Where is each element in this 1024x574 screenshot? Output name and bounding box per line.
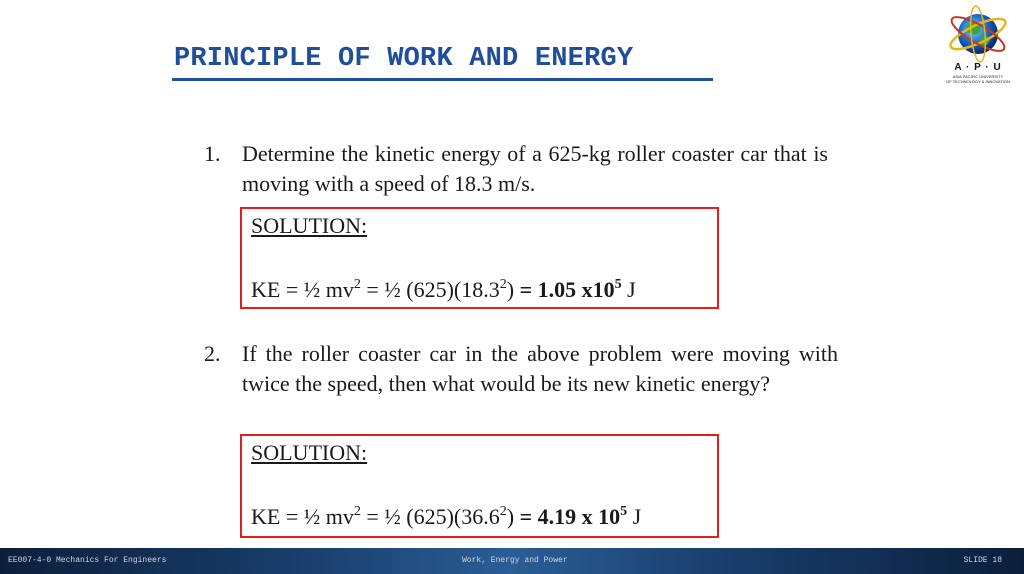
question-text: If the roller coaster car in the above problem were moving with twice the speed, then what would be its new kinetic energy? (242, 341, 838, 396)
globe-icon (936, 4, 1020, 64)
question-number: 2. (204, 341, 221, 366)
eq-result: = 1.05 x10 (519, 277, 615, 302)
footer-bar (0, 548, 1024, 574)
solution-box-1 (240, 207, 719, 309)
eq-middle: = ½ (625)(18.3 (360, 277, 500, 302)
footer-course: EE007-4-0 Mechanics For Engineers (8, 556, 167, 565)
solution-box-2 (240, 434, 719, 538)
solution-equation (251, 277, 636, 303)
eq-superscript: 2 (353, 277, 361, 292)
eq-prefix: KE = ½ mv (251, 277, 354, 302)
question-number: 1. (204, 141, 221, 166)
university-logo (936, 4, 1020, 84)
logo-subtitle-line1: ASIA PACIFIC UNIVERSITY (952, 74, 1004, 79)
solution-equation (251, 504, 641, 530)
eq-superscript: 2 (499, 504, 507, 519)
question-text: Determine the kinetic energy of a 625-kg roller coaster car that is moving with a speed of 18.3 m/s. (242, 141, 828, 196)
eq-close: ) (506, 277, 520, 302)
logo-name: A · P · U (954, 62, 1002, 73)
eq-result: = 4.19 x 10 (519, 504, 621, 529)
logo-subtitle (936, 74, 1020, 84)
eq-superscript: 2 (353, 504, 361, 519)
eq-middle: = ½ (625)(36.6 (360, 504, 500, 529)
eq-close: ) (506, 504, 520, 529)
eq-result-exponent: 5 (620, 504, 628, 519)
solution-label: SOLUTION: (251, 213, 368, 238)
solution-label: SOLUTION: (251, 440, 368, 465)
eq-result-exponent: 5 (614, 277, 622, 292)
title-underline (172, 78, 713, 81)
logo-subtitle-line2: OF TECHNOLOGY & INNOVATION (946, 79, 1010, 84)
footer-topic: Work, Energy and Power (462, 556, 568, 565)
eq-unit: J (627, 504, 642, 529)
eq-unit: J (621, 277, 636, 302)
eq-prefix: KE = ½ mv (251, 504, 354, 529)
eq-superscript: 2 (499, 277, 507, 292)
footer-slide-number: SLIDE 18 (963, 556, 1002, 565)
slide-title: PRINCIPLE OF WORK AND ENERGY (174, 44, 634, 74)
